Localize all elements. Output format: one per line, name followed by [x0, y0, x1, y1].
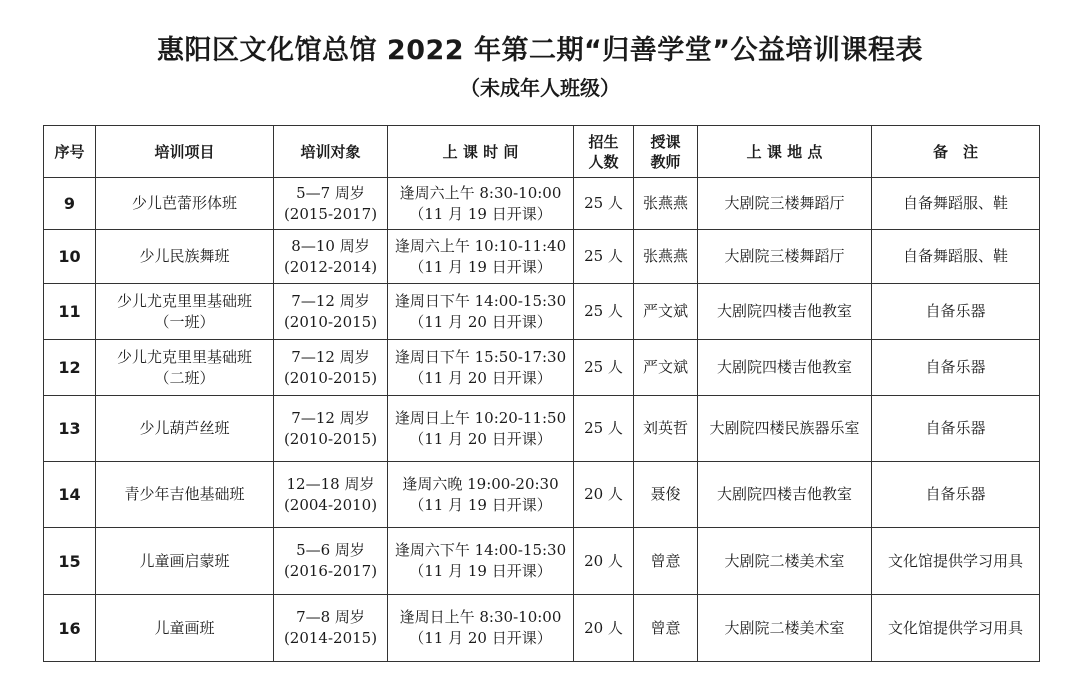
class-time-line1: 逢周日下午 14:00-15:30: [394, 291, 567, 310]
training-target-line1: 7—12 周岁: [291, 291, 370, 310]
class-time-line2: （11 月 20 日开课）: [409, 312, 552, 331]
remark: 自备舞蹈服、鞋: [872, 230, 1040, 284]
teacher: 严文斌: [634, 340, 698, 396]
header-note: 备 注: [872, 126, 1040, 178]
table-row: [44, 595, 1040, 662]
row-number: 14: [44, 462, 96, 528]
remark: 自备乐器: [872, 284, 1040, 340]
header-enroll-line1: 招生: [588, 132, 619, 151]
class-location: 大剧院四楼吉他教室: [698, 462, 872, 528]
training-project-line1: 少儿民族舞班: [139, 247, 230, 265]
remark: 自备舞蹈服、鞋: [872, 178, 1040, 230]
enrollment: 25 人: [574, 284, 634, 340]
class-time: [388, 178, 574, 230]
training-project-line1: 青少年吉他基础班: [124, 485, 245, 503]
header-no: 序号: [44, 126, 96, 178]
class-time-line1: 逢周六上午 8:30-10:00: [399, 183, 562, 202]
training-target-line2: (2015-2017): [283, 204, 378, 223]
training-project-line1: 儿童画班: [154, 618, 215, 637]
row-number: 11: [44, 284, 96, 340]
class-time-line1: 逢周日下午 15:50-17:30: [394, 347, 567, 366]
table-row: [44, 284, 1040, 340]
enrollment: 20 人: [574, 595, 634, 662]
training-target-line1: 7—8 周岁: [296, 608, 365, 626]
training-project-line1: 少儿尤克里里基础班: [116, 291, 252, 310]
training-target-line1: 8—10 周岁: [291, 236, 370, 255]
teacher: 聂俊: [634, 462, 698, 528]
training-project: [96, 178, 274, 230]
table-row: [44, 340, 1040, 396]
training-target-line1: 5—7 周岁: [296, 183, 365, 202]
training-target: [274, 528, 388, 595]
training-project-line1: 少儿葫芦丝班: [139, 419, 230, 437]
teacher: 张燕燕: [634, 230, 698, 284]
training-target-line2: (2014-2015): [283, 629, 378, 647]
class-location: 大剧院三楼舞蹈厅: [698, 230, 872, 284]
class-time: [388, 595, 574, 662]
class-time-line1: 逢周日上午 8:30-10:00: [399, 608, 562, 626]
class-location: 大剧院四楼吉他教室: [698, 340, 872, 396]
training-project: [96, 284, 274, 340]
class-time-line2: （11 月 20 日开课）: [409, 368, 552, 387]
class-time-line2: （11 月 19 日开课）: [409, 204, 552, 223]
class-time: [388, 284, 574, 340]
training-project: [96, 230, 274, 284]
training-target-line2: (2004-2010): [283, 495, 378, 514]
table-row: [44, 230, 1040, 284]
training-project: [96, 340, 274, 396]
header-time: 上 课 时 间: [388, 126, 574, 178]
class-location: 大剧院二楼美术室: [698, 595, 872, 662]
training-target-line2: (2010-2015): [283, 429, 378, 448]
header-project: 培训项目: [96, 126, 274, 178]
training-project: [96, 528, 274, 595]
remark: 自备乐器: [872, 340, 1040, 396]
training-project: [96, 462, 274, 528]
row-number: 9: [44, 178, 96, 230]
class-time: [388, 528, 574, 595]
training-target: [274, 462, 388, 528]
training-project: [96, 595, 274, 662]
class-time-line1: 逢周六上午 10:10-11:40: [394, 236, 567, 255]
teacher: 严文斌: [634, 284, 698, 340]
enrollment: 25 人: [574, 178, 634, 230]
training-target: [274, 340, 388, 396]
row-number: 15: [44, 528, 96, 595]
row-number: 12: [44, 340, 96, 396]
class-time: [388, 396, 574, 462]
header-enroll: [574, 126, 634, 178]
training-project-line2: （一班）: [154, 312, 215, 331]
enrollment: 25 人: [574, 340, 634, 396]
training-target-line2: (2016-2017): [283, 562, 378, 580]
document-subtitle: （未成年人班级）: [460, 76, 620, 100]
document-title: 惠阳区文化馆总馆 2022 年第二期“归善学堂”公益培训课程表: [157, 35, 923, 66]
header-teacher-line1: 授课: [650, 132, 681, 151]
training-target: [274, 284, 388, 340]
table-row: [44, 462, 1040, 528]
training-project: [96, 396, 274, 462]
enrollment: 25 人: [574, 230, 634, 284]
training-target-line1: 7—12 周岁: [291, 408, 370, 427]
table-row: [44, 178, 1040, 230]
table-header-row: [44, 126, 1040, 178]
class-time: [388, 340, 574, 396]
row-number: 10: [44, 230, 96, 284]
training-project-line1: 儿童画启蒙班: [139, 551, 230, 570]
class-location: 大剧院四楼民族器乐室: [698, 396, 872, 462]
course-schedule-table: [43, 125, 1040, 662]
row-number: 13: [44, 396, 96, 462]
enrollment: 20 人: [574, 462, 634, 528]
training-target: [274, 178, 388, 230]
training-target: [274, 396, 388, 462]
teacher: 张燕燕: [634, 178, 698, 230]
class-time-line2: （11 月 19 日开课）: [409, 562, 552, 580]
class-location: 大剧院三楼舞蹈厅: [698, 178, 872, 230]
row-number: 16: [44, 595, 96, 662]
table-row: [44, 396, 1040, 462]
class-time-line1: 逢周六下午 14:00-15:30: [394, 541, 567, 559]
class-time-line1: 逢周日上午 10:20-11:50: [394, 408, 567, 427]
training-target-line1: 7—12 周岁: [291, 347, 370, 366]
training-target-line2: (2010-2015): [283, 312, 378, 331]
training-project-line1: 少儿芭蕾形体班: [131, 194, 237, 212]
enrollment: 25 人: [574, 396, 634, 462]
teacher: 刘英哲: [634, 396, 698, 462]
table-row: [44, 528, 1040, 595]
teacher: 曾意: [634, 595, 698, 662]
training-target: [274, 595, 388, 662]
header-enroll-line2: 人数: [588, 152, 619, 171]
remark: 文化馆提供学习用具: [872, 595, 1040, 662]
training-project-line2: （二班）: [154, 368, 215, 387]
header-teacher-line2: 教师: [650, 152, 681, 171]
class-time-line2: （11 月 19 日开课）: [409, 257, 552, 276]
training-project-line1: 少儿尤克里里基础班: [116, 347, 252, 366]
class-time-line1: 逢周六晚 19:00-20:30: [402, 474, 559, 493]
training-target: [274, 230, 388, 284]
class-time-line2: （11 月 19 日开课）: [409, 495, 552, 514]
remark: 自备乐器: [872, 396, 1040, 462]
class-location: 大剧院四楼吉他教室: [698, 284, 872, 340]
class-time-line2: （11 月 20 日开课）: [409, 629, 552, 647]
enrollment: 20 人: [574, 528, 634, 595]
class-time: [388, 230, 574, 284]
class-location: 大剧院二楼美术室: [698, 528, 872, 595]
training-target-line1: 12—18 周岁: [286, 474, 375, 493]
remark: 自备乐器: [872, 462, 1040, 528]
header-teacher: [634, 126, 698, 178]
training-target-line1: 5—6 周岁: [296, 541, 365, 559]
header-place: 上 课 地 点: [698, 126, 872, 178]
training-target-line2: (2012-2014): [283, 257, 378, 276]
class-time: [388, 462, 574, 528]
class-time-line2: （11 月 20 日开课）: [409, 429, 552, 448]
remark: 文化馆提供学习用具: [872, 528, 1040, 595]
teacher: 曾意: [634, 528, 698, 595]
header-target: 培训对象: [274, 126, 388, 178]
training-target-line2: (2010-2015): [283, 368, 378, 387]
